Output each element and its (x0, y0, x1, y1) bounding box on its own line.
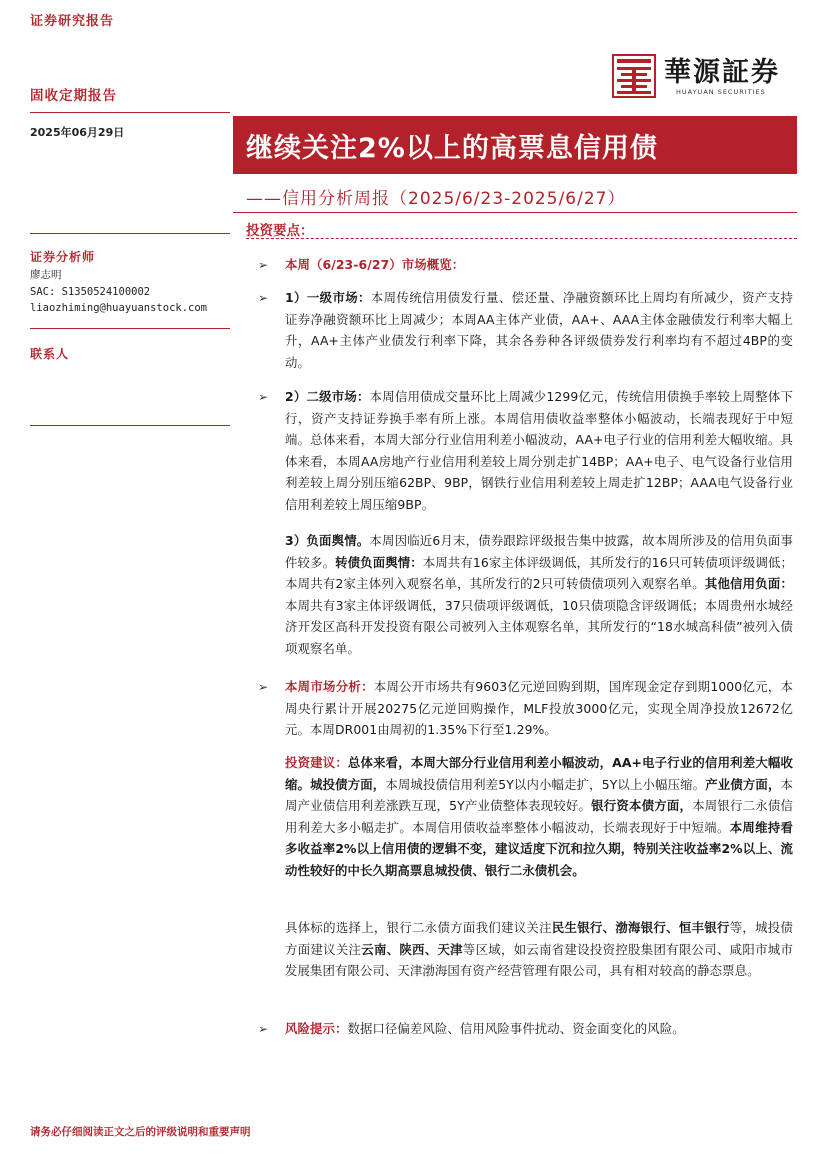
advice-bold-4: 本周维持看多收益率2%以上信用债的逻辑不变，建议适度下沉和拉久期，特别关注收益率2%以上、流动性较好的中长久期高票息城投债、银行二永债机会。 (285, 819, 793, 878)
brand-logo-icon (612, 54, 656, 98)
divider (233, 212, 797, 213)
bullet-icon: ➢ (258, 258, 269, 272)
key-points-heading: 投资要点： (246, 223, 314, 239)
bullet-icon: ➢ (258, 1022, 269, 1036)
analyst-sac: SAC: S1350524100002 (30, 286, 151, 298)
market-text: 本周公开市场共有9603亿元逆回购到期，国库现金定存到期1000亿元，本周央行累计开展20275亿元逆回购操作，MLF投放3000亿元，实现全周净投放12672亿元。本周DR001由周初的1.35%下行至1.29%。 (285, 679, 794, 738)
negative-text-2: 本周共有16家主体评级调低，其所发行的16只可转债项评级调低；本周共有2家主体列入观察名单，其所发行的2只可转债债项列入观察名单。 (285, 554, 793, 592)
bullet-icon: ➢ (258, 680, 269, 694)
primary-text: 本周传统信用债发行量、偿还量、净融资额环比上周均有所减少，资产支持证券净融资额环比上周减少；本周AA主体产业债，AA+、AAA主体金融债发行利率大幅上升，AA+主体产业债发行利率下降，其余各券种各评级债券发行利率均有不超过4BP的变动。 (285, 290, 793, 370)
section-market (285, 676, 793, 741)
brand-name: 華源証券 (664, 57, 780, 88)
advice-bold-3: 银行资本债方面， (591, 798, 693, 814)
report-category: 证券研究报告 (30, 14, 115, 29)
advice-bold-2: 产业债方面， (705, 776, 781, 792)
section-primary (285, 287, 793, 373)
bullet-icon: ➢ (258, 390, 269, 404)
advice-text-1: 本周城投债信用利差5Y以内小幅走扩，5Y以上小幅压缩。 (385, 776, 706, 792)
negative-num: 3） (285, 533, 307, 548)
report-subtitle: ——信用分析周报（2025/6/23-2025/6/27） (246, 189, 626, 209)
advice-text-2: 本周产业债信用利差涨跌互现，5Y产业债整体表现较好。 (285, 776, 793, 814)
market-label: 本周市场分析： (285, 679, 374, 694)
primary-label: 一级市场： (306, 290, 371, 305)
analyst-email[interactable]: liaozhiming@huayuanstock.com (30, 302, 208, 314)
advice-text-3: 本周银行二永债信用利差大多小幅走扩。本周信用债收益率整体小幅波动，长端表现好于中短端。 (285, 798, 793, 835)
primary-num: 1） (285, 290, 307, 305)
section-overview (285, 254, 793, 276)
section-negative (285, 530, 793, 660)
risk-text: 数据口径偏差风险、信用风险事件扰动、资金面变化的风险。 (347, 1021, 685, 1036)
advice-bold-1: 总体来看，本周大部分行业信用利差小幅波动，AA+电子行业的信用利差大幅收缩。城投债方面， (285, 755, 793, 792)
section-selection (285, 917, 793, 982)
analyst-name: 廖志明 (30, 269, 62, 281)
secondary-text: 本周信用债成交量环比上周减少1299亿元，传统信用债换手率较上周整体下行，资产支持证券换手率有所上涨。本周信用债收益率整体小幅波动，长端表现好于中短端。总体来看，本周大部分行业信用利差小幅波动，AA+电子行业的信用利差大幅收缩。具体来看，本周AA房地产行业信用利差较上周分别走扩14BP；AA+电子、电气设备行业信用利差较上周分别压缩62BP、9BP，钢铁行业信用利差较上周走扩12BP；AAA电气设备行业信用利差较上周压缩9BP。 (285, 389, 793, 512)
report-title: 继续关注2%以上的高票息信用债 (246, 133, 658, 164)
negative-text-3: 本周共有3家主体评级调低，37只债项评级调低，10只债项隐含评级调低；本周贵州水城经济开发区高科开发投资有限公司被列入主体观察名单，其所发行的“18水城高科债”被列入债项观察名单。 (285, 597, 793, 656)
section-risk (285, 1018, 793, 1040)
report-date: 2025年06月29日 (30, 126, 125, 139)
divider (30, 328, 230, 329)
selection-text-1: 具体标的选择上，银行二永债方面我们建议关注 (285, 920, 552, 935)
divider (30, 233, 230, 234)
bullet-icon: ➢ (258, 291, 269, 305)
dashed-divider (246, 238, 797, 239)
risk-label: 风险提示： (285, 1021, 348, 1036)
brand-name-en: HUAYUAN SECURITIES (676, 88, 766, 96)
negative-label-3: 其他信用负面： (704, 576, 793, 592)
negative-text-1: 本周因临近6月末，债券跟踪评级报告集中披露，故本周所涉及的信用负面事件较多。 (285, 533, 793, 570)
secondary-num: 2） (285, 389, 307, 404)
divider (30, 425, 230, 426)
selection-text-2: 等，城投债方面建议关注 (285, 920, 793, 957)
negative-label-2: 转债负面舆情： (335, 554, 423, 570)
overview-label: 本周（6/23-6/27）市场概览： (285, 257, 465, 272)
selection-bold-1: 民生银行、渤海银行、恒丰银行 (551, 920, 730, 935)
divider (30, 112, 230, 113)
report-type: 固收定期报告 (30, 88, 117, 104)
section-advice (285, 752, 793, 882)
section-secondary (285, 386, 793, 516)
contact-title: 联系人 (30, 347, 70, 361)
footer-disclaimer: 请务必仔细阅读正文之后的评级说明和重要声明 (30, 1126, 251, 1138)
advice-label: 投资建议： (285, 755, 348, 770)
selection-text-3: 等区域，如云南省建设投资控股集团有限公司、咸阳市城市发展集团有限公司、天津渤海国有资产经营管理有限公司，具有相对较高的静态票息。 (285, 941, 793, 979)
analyst-title: 证券分析师 (30, 250, 96, 264)
secondary-label: 二级市场： (306, 389, 370, 404)
selection-bold-2: 云南、陕西、天津 (361, 941, 463, 957)
negative-label: 负面舆情。 (306, 533, 370, 548)
